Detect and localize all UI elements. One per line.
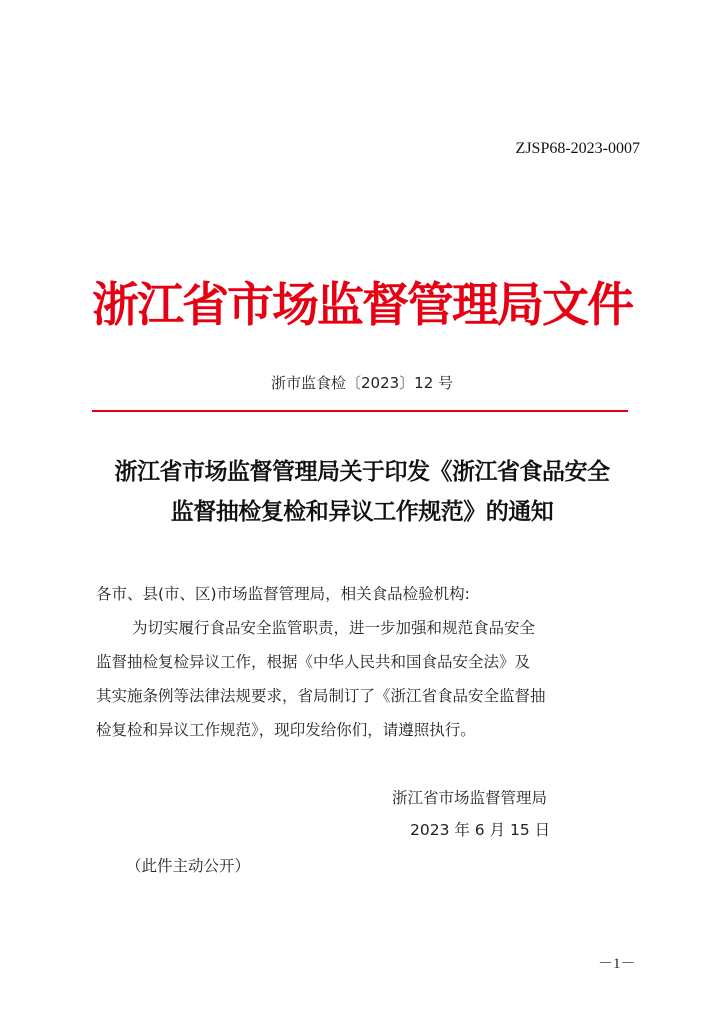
body-line-4: 检复检和异议工作规范》，现印发给你们，请遵照执行。 xyxy=(96,721,476,739)
signature-org: 浙江省市场监督管理局 xyxy=(392,789,548,807)
body-line-2: 监督抽检复检异议工作，根据《中华人民共和国食品安全法》及 xyxy=(96,653,531,671)
red-divider xyxy=(92,410,628,412)
notice-title xyxy=(0,452,724,532)
body-text xyxy=(96,577,636,747)
document-code: ZJSP68-2023-0007 xyxy=(515,140,640,157)
doc-number: 浙市监食检〔2023〕12 号 xyxy=(270,374,454,392)
notice-title-line-1: 浙江省市场监督管理局关于印发《浙江省食品安全 xyxy=(114,458,610,485)
addressee: 各市、县(市、区)市场监督管理局，相关食品检验机构: xyxy=(96,585,470,603)
header-title: 浙江省市场监督管理局文件 xyxy=(92,278,632,333)
body-line-3: 其实施条例等法律法规要求，省局制订了《浙江省食品安全监督抽 xyxy=(96,687,546,705)
disclosure-note: （此件主动公开） xyxy=(126,857,251,875)
body-line-1: 为切实履行食品安全监管职责，进一步加强和规范食品安全 xyxy=(132,619,536,637)
page-number: －1－ xyxy=(598,956,636,972)
notice-title-line-2: 监督抽检复检和异议工作规范》的通知 xyxy=(170,498,554,525)
signature-date: 2023 年 6 月 15 日 xyxy=(410,821,551,839)
